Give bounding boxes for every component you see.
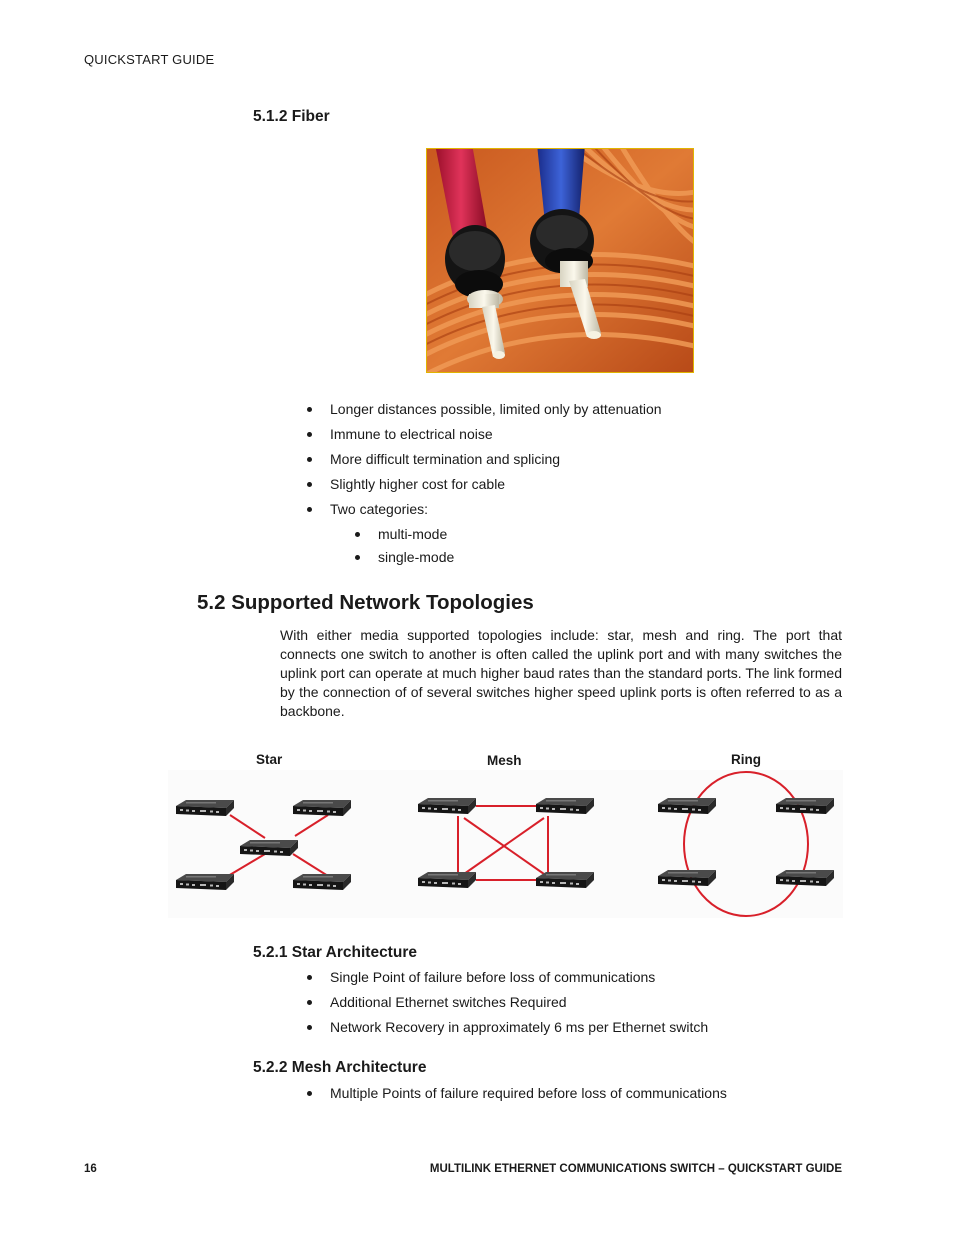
list-item: Slightly higher cost for cable: [330, 475, 662, 500]
topologies-paragraph: With either media supported topologies include: star, mesh and ring. The port that connects one switch to another is often called the uplink port and with many switches the uplink port can operate at much higher baud rates than the standard ports. The link formed by the connection of of several switches higher speed uplink ports is often referred to as a backbone.: [280, 627, 842, 719]
mesh-label: Mesh: [487, 753, 522, 768]
star-switch: [293, 874, 351, 890]
section-heading-mesh-architecture: 5.2.2 Mesh Architecture: [253, 1059, 427, 1076]
list-item: Single Point of failure before loss of communications: [330, 968, 708, 993]
list-item: More difficult termination and splicing: [330, 450, 662, 475]
section-heading-star-architecture: 5.2.1 Star Architecture: [253, 944, 417, 961]
section-heading-fiber: 5.1.2 Fiber: [253, 108, 330, 125]
ring-switch: [776, 870, 834, 886]
footer-title: MULTILINK ETHERNET COMMUNICATIONS SWITCH – QUICKSTART GUIDE: [429, 1163, 842, 1175]
topology-diagram: [168, 770, 843, 918]
ring-switch: [658, 870, 716, 886]
mesh-architecture-bullet-list: [330, 1084, 727, 1109]
list-item: Additional Ethernet switches Required: [330, 993, 708, 1018]
star-label: Star: [256, 752, 283, 767]
list-item: Multiple Points of failure required before loss of communications: [330, 1084, 727, 1109]
page-number: 16: [84, 1163, 97, 1175]
list-item: Network Recovery in approximately 6 ms per Ethernet switch: [330, 1018, 708, 1043]
star-switch: [176, 800, 234, 816]
star-switch: [240, 840, 298, 856]
fiber-connectors-illustration: [427, 149, 693, 372]
fiber-cable-photo: [426, 148, 694, 373]
list-item: Two categories:: [330, 500, 662, 525]
mesh-switch: [418, 798, 476, 814]
section-heading-topologies: 5.2 Supported Network Topologies: [197, 591, 534, 614]
fiber-bullet-list: [330, 400, 662, 525]
list-item: Immune to electrical noise: [330, 425, 662, 450]
mesh-switch: [536, 872, 594, 888]
ring-switch: [658, 798, 716, 814]
star-switch: [293, 800, 351, 816]
list-item: Longer distances possible, limited only by attenuation: [330, 400, 662, 425]
list-item: single-mode: [378, 548, 454, 571]
running-head: QUICKSTART GUIDE: [84, 52, 215, 67]
mesh-switch: [418, 872, 476, 888]
ring-switch: [776, 798, 834, 814]
fiber-sub-bullet-list: [378, 525, 454, 571]
star-switch: [176, 874, 234, 890]
ring-label: Ring: [731, 752, 761, 767]
mesh-switch: [536, 798, 594, 814]
star-architecture-bullet-list: [330, 968, 708, 1043]
list-item: multi-mode: [378, 525, 454, 548]
